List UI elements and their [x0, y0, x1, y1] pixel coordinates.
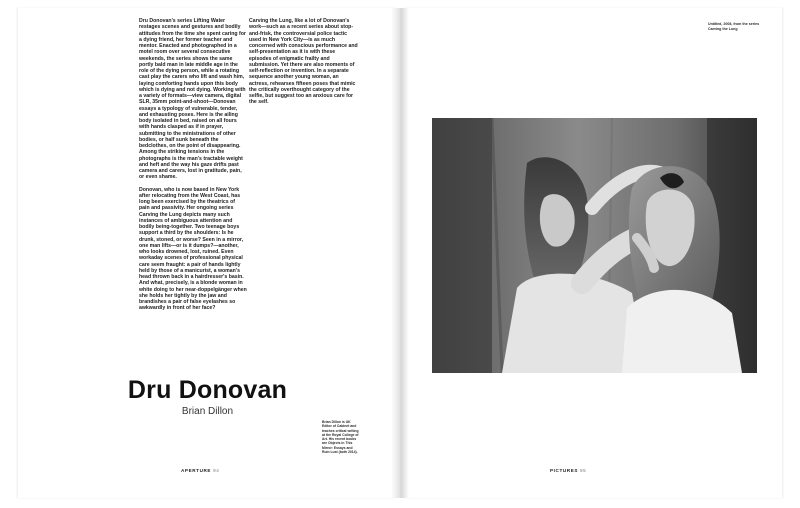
article-author: Brian Dillon: [181, 406, 234, 417]
text-column-2: [249, 18, 358, 112]
folio-label: APERTURE: [181, 468, 212, 473]
folio-left: [181, 468, 219, 473]
folio-right: [550, 468, 586, 473]
page-number: 94: [213, 468, 220, 473]
book-gutter: [391, 8, 409, 498]
author-bio: Brian Dillon is UK Editor of Cabinet and teaches critical writing at the Royal College of Art. His recent books are Objects in This Mirror: Essays and Ruin Lust (both 2014).: [322, 420, 359, 455]
body-paragraph: Donovan, who is now based in New York after relocating from the West Coast, has long been exercised by the theatrics of pain and passivity. Her ongoing series Carving the Lung depicts many such instances of ambiguous attention and bodily being-together. Two teenage boys support a third by the shoulders: Is he drunk, stoned, or worse? Seen in a mirror, one man lifts—or is it dumps?—another, who looks drowned, lost, ruined. Even workaday scenes of professional physical care seem fraught: a pair of hands lightly held by those of a manicurist, a woman's head thrown back in a hairdresser's basin. And what, precisely, is a blonde woman in white doing to her near-doppelgänger when she holds her tightly by the jaw and brandishes a pair of false eyelashes so awkwardly in front of her face?: [139, 186, 247, 312]
photograph: [432, 118, 757, 373]
article-title: Dru Donovan: [127, 376, 288, 404]
photo-illustration: [432, 118, 757, 373]
body-paragraph: Dru Donovan's series Lifting Water restages scenes and gestures and bodily attitudes from the time she spent caring for a dying friend, her former teacher and mentor. Enacted and photographed in a motel room over several consecutive weekends, the series shows the same portly bald man in late middle age in the role of the dying person, while a rotating cast play the carers who lift and wash him, laying comforting hands upon this body which is dying and not dying. Working with a variety of formats—view camera, digital SLR, 35mm point-and-shoot—Donovan essays a typology of vulnerable, tender, and exhausting poses. Here is the ailing body isolated in bed, raised on all fours with hands clasped as if in prayer, submitting to the ministrations of other bodies, or half sunk beneath the bedclothes, on the point of disappearing. Among the striking tensions in the photographs is the man's tractable weight and heft and the way his gaze drifts past camera and carers, lost in gratitude, pain, or even shame.: [139, 18, 246, 181]
folio-label: PICTURES: [550, 468, 579, 473]
body-paragraph: Carving the Lung, like a lot of Donovan's work—such as a recent series about stop-and-frisk, the controversial police tactic used in New York City—is as much concerned with conscious performance and self-presentation as it is with these episodes of enigmatic frailty and submission. Yet there are also moments of self-reflection or invention. In a separate sequence another young woman, an actress, rehearses fifteen poses that mimic the critically overthought category of the selfie, but suggest too an anxious care for the self.: [249, 18, 358, 106]
photo-caption: Untitled, 2008, from the series Carving the Lung: [708, 22, 760, 31]
text-column-1: [139, 18, 247, 318]
page-number: 95: [580, 468, 587, 473]
